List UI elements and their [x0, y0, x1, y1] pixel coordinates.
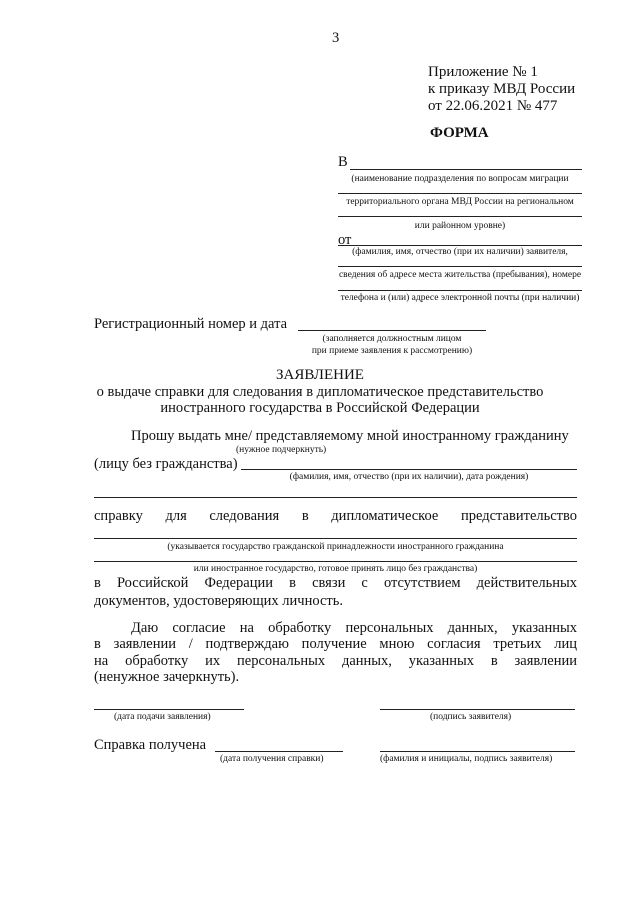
- state-hint-1: (указывается государство гражданской принадлежности иностранного гражданина: [167, 542, 504, 552]
- reason-line-1: в Российской Федерации в связи с отсутствием действительных: [94, 575, 577, 591]
- request-line: Прошу выдать мне/ представляемому мной иностранному гражданину: [131, 428, 569, 444]
- addressee-line-5: [338, 266, 582, 267]
- form-label: ФОРМА: [430, 125, 489, 141]
- from-line: [338, 245, 582, 246]
- underline-hint: (нужное подчеркнуть): [236, 445, 327, 455]
- received-date-hint: (дата получения справки): [220, 754, 324, 764]
- addressee-hint-3: или районном уровне): [414, 221, 506, 231]
- registration-hint-2: при приеме заявления к рассмотрению): [311, 346, 473, 356]
- applicant-hint: (фамилия и инициалы, подпись заявителя): [380, 754, 553, 764]
- name-line: [241, 469, 577, 470]
- consent-line-2: в заявлении / подтверждаю получение мною согласия третьих лиц: [94, 636, 577, 652]
- registration-line: [298, 330, 486, 331]
- addressee-hint-2: территориального органа МВД России на региональном: [346, 197, 574, 207]
- name-line-2: [94, 497, 577, 498]
- date-line: [94, 709, 244, 710]
- reason-line-2: документов, удостоверяющих личность.: [94, 593, 343, 609]
- state-line-2: [94, 561, 577, 562]
- registration-label: Регистрационный номер и дата: [94, 316, 288, 332]
- date-hint: (дата подачи заявления): [114, 712, 211, 722]
- appendix-line-1: Приложение № 1: [428, 64, 538, 80]
- registration-hint-1: (заполняется должностным лицом: [322, 334, 462, 344]
- signature-line: [380, 709, 575, 710]
- appendix-line-2: к приказу МВД России: [428, 81, 576, 97]
- state-line-1: [94, 538, 577, 539]
- consent-line-4: (ненужное зачеркнуть).: [94, 669, 240, 685]
- statement-title: ЗАЯВЛЕНИЕ: [276, 367, 364, 383]
- addressee-line-3: [338, 216, 582, 217]
- addressee-hint-5: сведения об адресе места жительства (пребывания), номере: [338, 270, 582, 280]
- to-prefix: В: [338, 154, 348, 170]
- to-line: [350, 169, 582, 170]
- appendix-block: [428, 64, 575, 115]
- certificate-line: справку для следования в дипломатическое представительство: [94, 508, 577, 524]
- name-hint: (фамилия, имя, отчество (при их наличии), дата рождения): [289, 472, 529, 482]
- appendix-line-3: от 22.06.2021 № 477: [428, 98, 558, 114]
- stateless-label: (лицу без гражданства): [94, 456, 238, 472]
- signature-hint: (подпись заявителя): [430, 712, 512, 722]
- received-label: Справка получена: [94, 737, 207, 753]
- from-prefix: от: [338, 232, 352, 248]
- statement-subtitle-1: о выдаче справки для следования в дипломатическое представительство: [96, 384, 544, 400]
- received-date-line: [215, 751, 343, 752]
- page-number: 3: [332, 30, 340, 46]
- addressee-hint-4: (фамилия, имя, отчество (при их наличии) заявителя,: [352, 247, 568, 257]
- consent-line-3: на обработку их персональных данных, указанных в заявлении: [94, 653, 577, 669]
- addressee-line-6: [338, 290, 582, 291]
- state-hint-2: или иностранное государство, готовое принять лицо без гражданства): [193, 564, 478, 574]
- addressee-hint-6: телефона и (или) адресе электронной почты (при наличии): [340, 293, 580, 303]
- addressee-hint-1: (наименование подразделения по вопросам миграции: [351, 174, 569, 184]
- addressee-line-2: [338, 193, 582, 194]
- consent-line-1: Даю согласие на обработку персональных данных, указанных: [131, 620, 577, 636]
- statement-subtitle-2: иностранного государства в Российской Федерации: [160, 400, 480, 416]
- applicant-line: [380, 751, 575, 752]
